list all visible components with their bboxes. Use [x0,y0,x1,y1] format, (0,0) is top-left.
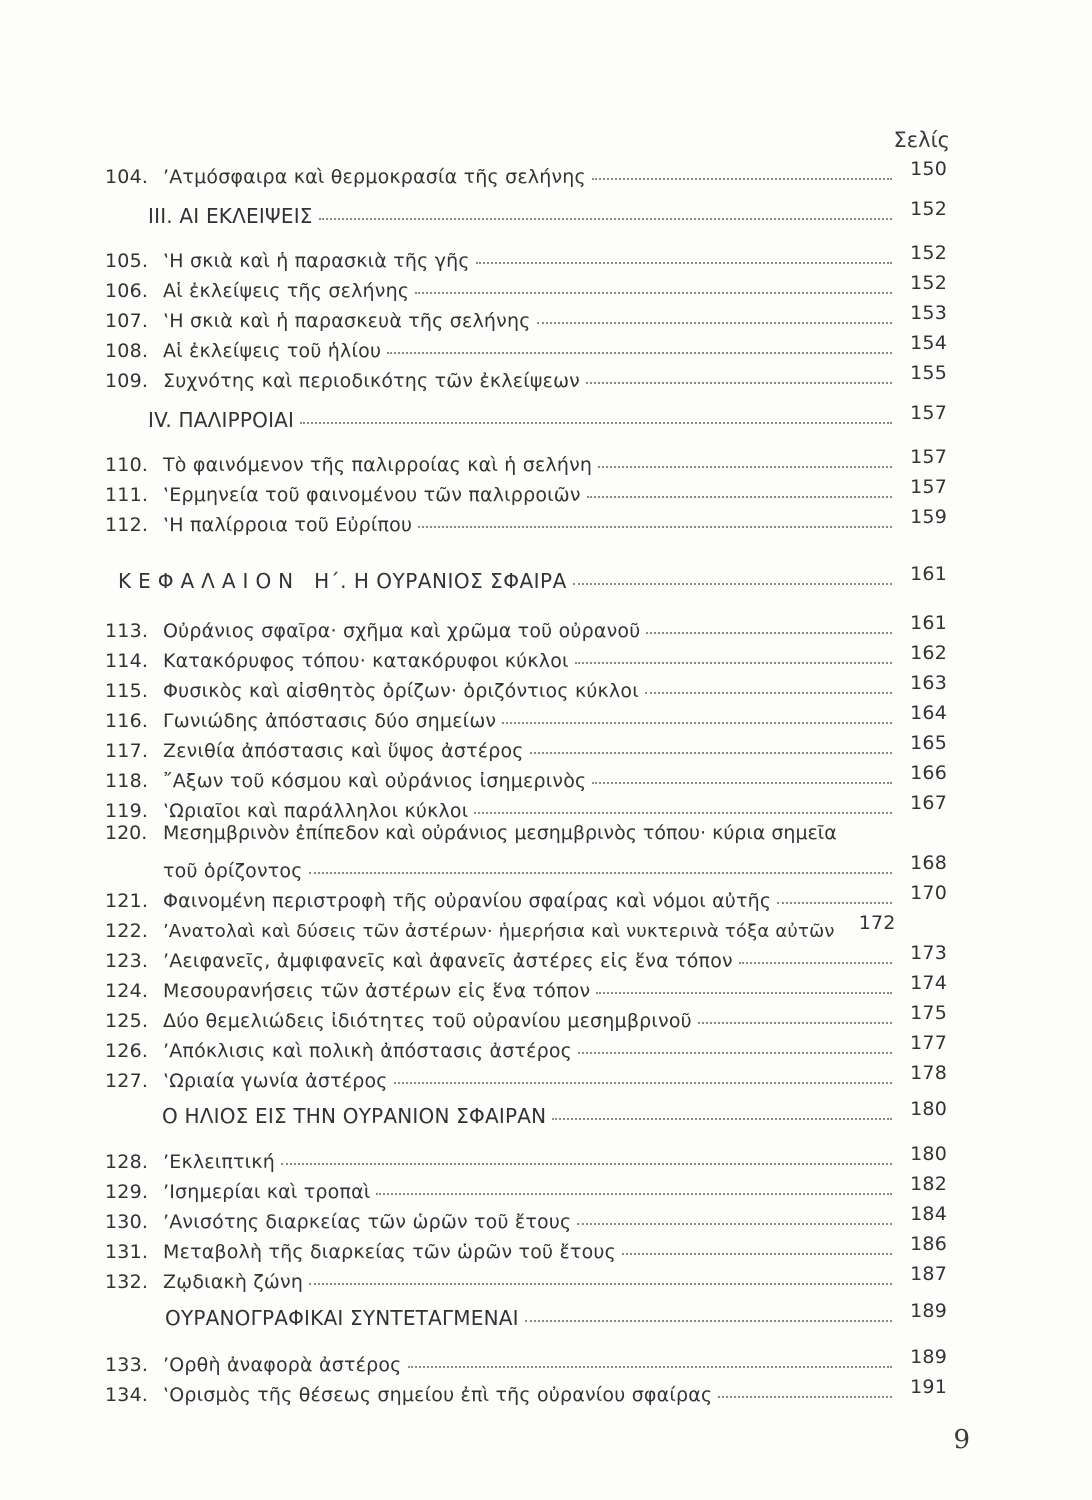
entry-title: Γωνιώδης ἀπόστασις δύο σημείων [163,710,497,732]
entry-title: ‛Ορισμὸς τῆς θέσεως σημείου ἐπὶ τῆς οὐρανίου σφαίρας [163,1384,713,1406]
entry-title-continued: τοῦ ὁρίζοντος [163,860,303,882]
dot-leader [575,662,892,664]
page-number: 9 [953,1425,970,1455]
section-title: III. AI ΕΚΛΕΙΨΕΙΣ [148,204,313,228]
dot-leader [476,262,892,264]
entry-number: 122. [105,920,149,942]
entry-title: ’Ανισότης διαρκείας τῶν ὡρῶν τοῦ ἔτους [163,1211,572,1233]
entry-title: ‛Ερμηνεία τοῦ φαινομένου τῶν παλιρροιῶν [163,484,581,506]
entry-page: 182 [910,1173,947,1195]
entry-page: 168 [910,852,947,874]
entry-page: 172 [858,912,896,934]
toc-section-iii [148,198,947,228]
toc-entry-120-line1 [105,822,947,844]
entry-number: 109. [105,370,149,392]
entry-page: 175 [910,1002,947,1024]
toc-entry-130 [105,1203,947,1233]
toc-entry-125 [105,1002,947,1032]
entry-number: 117. [105,740,149,762]
toc-entry-122 [105,912,947,942]
entry-page: 187 [910,1263,947,1285]
toc-entry-127 [105,1062,947,1092]
entry-page: 177 [910,1032,947,1054]
entry-number: 104. [105,166,149,188]
entry-page: 157 [910,446,947,468]
entry-title: Μεταβολὴ τῆς διαρκείας τῶν ὡρῶν τοῦ ἔτους [163,1241,616,1263]
toc-entry-131 [105,1233,947,1263]
entry-page: 150 [910,158,947,180]
dot-leader [646,632,892,634]
entry-number: 123. [105,950,149,972]
entry-number: 110. [105,454,149,476]
entry-page: 163 [910,672,947,694]
dot-leader [418,526,892,528]
entry-number: 127. [105,1070,149,1092]
entry-title: ’Ισημερίαι καὶ τροπαὶ [163,1181,371,1203]
toc-entry-120-line2 [163,852,947,882]
toc-section-coordinates [165,1300,947,1330]
dot-leader [577,1223,892,1225]
dot-leader [376,1193,892,1195]
entry-number: 128. [105,1151,149,1173]
section-page: 157 [910,402,947,424]
toc-entry-118 [105,762,947,792]
entry-title: Μεσημβρινὸν ἐπίπεδον καὶ οὐράνιος μεσημβρινὸς τόπου· κύρια σημεῖα [163,822,837,844]
entry-title: Φυσικὸς καὶ αἰσθητὸς ὁρίζων· ὁριζόντιος κύκλοι [163,680,639,702]
toc-entry-134 [105,1376,947,1406]
toc-entry-129 [105,1173,947,1203]
entry-page: 166 [910,762,947,784]
entry-title: Αἱ ἐκλείψεις τῆς σελήνης [163,280,410,302]
entry-number: 106. [105,280,149,302]
toc-entry-128 [105,1143,947,1173]
entry-page: 165 [910,732,947,754]
dot-leader [537,322,892,324]
entry-number: 115. [105,680,149,702]
entry-page: 164 [910,702,947,724]
dot-leader [587,496,892,498]
dot-leader [578,1052,892,1054]
dot-leader [596,992,892,994]
entry-title: Αἱ ἐκλείψεις τοῦ ἡλίου [163,340,382,362]
entry-number: 133. [105,1354,149,1376]
entry-page: 157 [910,476,947,498]
toc-section-sun [162,1098,947,1128]
entry-page: 180 [910,1143,947,1165]
entry-title: Οὐράνιος σφαῖρα· σχῆμα καὶ χρῶμα τοῦ οὐρανοῦ [163,620,641,642]
toc-entry-132 [105,1263,947,1293]
entry-number: 105. [105,250,149,272]
toc-entry-119 [105,792,947,822]
entry-title: ‛Ωριαῖοι καὶ παράλληλοι κύκλοι [163,800,469,822]
entry-title: Ζῳδιακὴ ζώνη [163,1271,304,1293]
dot-leader [502,722,892,724]
entry-title: ’Απόκλισις καὶ πολικὴ ἀπόστασις ἀστέρος [163,1040,573,1062]
section-page: 189 [910,1300,947,1322]
entry-number: 132. [105,1271,149,1293]
entry-page: 152 [910,272,947,294]
dot-leader [525,1320,892,1322]
toc-entry-124 [105,972,947,1002]
section-page: 180 [910,1098,947,1120]
entry-number: 107. [105,310,149,332]
chapter-title: Η΄. Η ΟΥΡΑΝΙΟΣ ΣΦΑΙΡΑ [314,569,567,593]
toc-entry-112 [105,506,947,536]
dot-leader [387,352,892,354]
toc-entry-109 [105,362,947,392]
entry-page: 186 [910,1233,947,1255]
entry-page: 154 [910,332,947,354]
entry-page: 152 [910,242,947,264]
entry-page: 167 [910,792,947,814]
dot-leader [309,1283,892,1285]
entry-title: ’Αειφανεῖς, ἀμφιφανεῖς καὶ ἀφανεῖς ἀστέρες εἰς ἕνα τόπον [163,950,733,972]
entry-page: 173 [910,942,947,964]
entry-number: 131. [105,1241,149,1263]
dot-leader [415,292,892,294]
toc-entry-113 [105,612,947,642]
entry-page: 170 [910,882,947,904]
entry-number: 118. [105,770,149,792]
toc-section-iv [148,402,947,432]
toc-entry-108 [105,332,947,362]
entry-number: 129. [105,1181,149,1203]
entry-number: 119. [105,800,149,822]
entry-number: 130. [105,1211,149,1233]
dot-leader [622,1253,892,1255]
entry-page: 189 [910,1346,947,1368]
toc-entry-123 [105,942,947,972]
toc-chapter-h [118,563,947,593]
entry-number: 120. [105,822,148,844]
entry-number: 111. [105,484,149,506]
entry-title: Μεσουρανήσεις τῶν ἀστέρων εἰς ἕνα τόπον [163,980,591,1002]
entry-number: 126. [105,1040,149,1062]
dot-leader [573,583,892,585]
section-title: Ο ΗΛΙΟΣ ΕΙΣ ΤΗΝ ΟΥΡΑΝΙΟΝ ΣΦΑΙΡΑΝ [162,1104,547,1128]
entry-number: 121. [105,890,149,912]
entry-title: Συχνότης καὶ περιοδικότης τῶν ἐκλείψεων [163,370,580,392]
dot-leader [739,962,892,964]
entry-title: Δύο θεμελιώδεις ἰδιότητες τοῦ οὐρανίου μεσημβρινοῦ [163,1010,692,1032]
chapter-page: 161 [910,563,947,585]
entry-title: ’Ανατολαὶ καὶ δύσεις τῶν ἀστέρων· ἡμερήσια καὶ νυκτερινὰ τόξα αὐτῶν [163,921,835,942]
toc-entry-121 [105,882,947,912]
entry-number: 108. [105,340,149,362]
dot-leader [474,812,892,814]
entry-page: 153 [910,302,947,324]
entry-title: Κατακόρυφος τόπου· κατακόρυφοι κύκλοι [163,650,569,672]
dot-leader [394,1082,892,1084]
dot-leader [698,1022,892,1024]
dot-leader [281,1163,892,1165]
toc-entry-106 [105,272,947,302]
toc-entry-133 [105,1346,947,1376]
entry-title: ’Ατμόσφαιρα καὶ θερμοκρασία τῆς σελήνης [163,166,586,188]
entry-page: 162 [910,642,947,664]
section-title: ΟΥΡΑΝΟΓΡΑΦΙΚΑΙ ΣΥΝΤΕΤΑΓΜΕΝΑΙ [165,1306,519,1330]
toc-entry-107 [105,302,947,332]
dot-leader [309,872,892,874]
entry-page: 184 [910,1203,947,1225]
dot-leader [300,422,892,424]
section-page: 152 [910,198,947,220]
dot-leader [592,178,892,180]
entry-title: ’Ορθὴ ἀναφορὰ ἀστέρος [163,1354,402,1376]
dot-leader [586,382,892,384]
entry-page: 155 [910,362,947,384]
entry-number: 114. [105,650,149,672]
entry-page: 161 [910,612,947,634]
entry-title: ‛Ωριαία γωνία ἀστέρος [163,1070,388,1092]
toc-entry-126 [105,1032,947,1062]
entry-number: 116. [105,710,149,732]
chapter-label: ΚΕΦΑΛΑΙΟΝ [118,569,301,593]
toc-entry-115 [105,672,947,702]
dot-leader [408,1366,892,1368]
entry-title: Φαινομένη περιστροφὴ τῆς οὐρανίου σφαίρας καὶ νόμοι αὐτῆς [163,890,772,912]
dot-leader [552,1118,892,1120]
entry-title: ‛Η παλίρροια τοῦ Εὐρίπου [163,514,413,536]
page-column-header: Σελίς [893,128,950,152]
dot-leader [777,902,892,904]
entry-number: 112. [105,514,149,536]
entry-page: 174 [910,972,947,994]
entry-title: Ζενιθία ἀπόστασις καὶ ὕψος ἀστέρος [163,740,524,762]
entry-page: 178 [910,1062,947,1084]
entry-number: 134. [105,1384,149,1406]
toc-entry-117 [105,732,947,762]
toc-entry-111 [105,476,947,506]
dot-leader [319,218,892,220]
entry-title: ῎Αξων τοῦ κόσμου καὶ οὐράνιος ἰσημερινὸς [163,770,587,792]
section-title: IV. ΠΑΛΙΡΡΟΙΑΙ [148,408,295,432]
toc-entry-104 [105,158,947,188]
toc-entry-105 [105,242,947,272]
entry-title: ‛Η σκιὰ καὶ ἡ παρασκευὰ τῆς σελήνης [163,310,531,332]
dot-leader [645,692,892,694]
entry-title: ‛Η σκιὰ καὶ ἡ παρασκιὰ τῆς γῆς [163,250,470,272]
entry-number: 125. [105,1010,149,1032]
entry-number: 124. [105,980,149,1002]
toc-entry-116 [105,702,947,732]
toc-entry-110 [105,446,947,476]
entry-page: 191 [910,1376,947,1398]
dot-leader [598,466,892,468]
toc-entry-114 [105,642,947,672]
dot-leader [592,782,892,784]
entry-title: ’Εκλειπτική [163,1151,275,1173]
dot-leader [530,752,892,754]
dot-leader [718,1396,892,1398]
entry-number: 113. [105,620,149,642]
entry-title: Τὸ φαινόμενον τῆς παλιρροίας καὶ ἡ σελήνη [163,454,593,476]
entry-page: 159 [910,506,947,528]
